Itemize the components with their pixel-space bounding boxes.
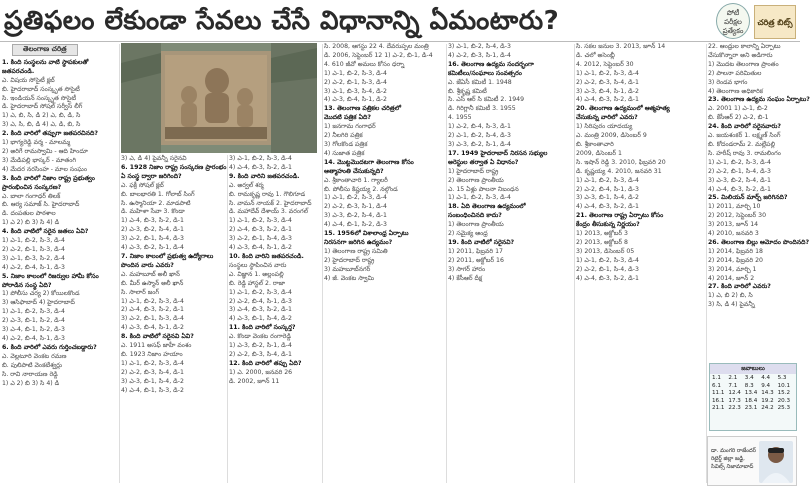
author-title: రిటైర్డ్ జిల్లా జడ్జి, [711, 456, 745, 462]
question-text: 1. కింది సంస్థలను వాటి స్థాపకులతో [2, 58, 89, 66]
option-text: 1) ఎ-3, బి-2, సి-1, డి-4 [229, 342, 292, 350]
option-text: 3) రెండవ భాగం [708, 78, 748, 86]
answer-cell: 17.3 [728, 397, 741, 404]
author-place: సివిల్స్ నిజామాబాద్ [711, 464, 754, 470]
option-text: ఎ. అర్వల్ శర్మ [229, 181, 264, 189]
option-text: బి. రెడ్డి హాస్టల్ 2. రాజా [229, 279, 286, 287]
question-text: 20. తెలంగాణ ఉద్యమంలో ఆత్మహత్య [576, 105, 670, 113]
answer-cell: 1.1 [712, 375, 721, 381]
history-bits-label: చరిత్ర బిట్స్ [754, 5, 796, 39]
option-text: 4. 1955 [448, 114, 472, 122]
option-text: సి. 2008, ఆగస్టు 22 4. దేవరుప్పల మంత్రి [324, 43, 429, 50]
option-text: సి. రావి నారాయణ రెడ్డి [2, 370, 58, 378]
badge-line-2: పరీక్షల [724, 18, 742, 26]
option-text: 3) మహబూబ్‌నగర్ [324, 265, 371, 273]
column-3 [229, 155, 321, 483]
question-text: 6. కింది వారిలో ఎవరు గుర్తించబడ్డారు? [2, 343, 97, 351]
option-text: 2) ఎ-4, బి-3, సి-2, డి-1 [121, 306, 184, 314]
column-5 [448, 43, 572, 483]
option-text: 1) సిరిపురం యాదయ్య [576, 123, 633, 131]
answer-key-box [709, 363, 797, 431]
option-text: 2) ఎ-2, బి-3, సి-4, డి-1 [121, 368, 184, 376]
answer-cell: 5.3 [777, 375, 787, 381]
badge-line-3: ప్రత్యేకం [722, 27, 744, 35]
column-divider [574, 44, 575, 483]
option-text: బి. మీర్ ఉస్మాన్ అలీ ఖాన్ [121, 279, 184, 287]
option-text: డి. కృష్ణయ్య 4. 2010, జనవరి 31 [576, 167, 662, 175]
exam-special-badge [716, 3, 750, 39]
answer-cell: 7.1 [728, 382, 738, 389]
option-text: 3) 2013, జూన్ 14 [708, 221, 759, 229]
question-text: ఏ సంస్థ ద్వారా జరిగింది? [121, 172, 182, 180]
option-text: 1) తెలంగాణ ప్రాంతీయ [448, 221, 504, 229]
option-text: సి. ఇషాన్ రెడ్డి 3. 2010, ఫిబ్రవరి 20 [576, 158, 666, 166]
question-text: 12. కింది వారిలో తప్పు ఏది? [229, 359, 302, 367]
option-text: 1) తెలంగాణ రాష్ట్ర సమితి [324, 247, 388, 255]
answer-key-grid [710, 374, 796, 414]
question-text: జతపరచండి. [2, 67, 35, 75]
headline: ప్రతిఫలం లేకుండా సేవలు చేసే విధానాన్ని ఏమంటారు? [4, 6, 560, 36]
option-text: చేసుకొన్నారా అని అడిగారు [708, 51, 773, 59]
option-text: 3) ఎ-1, బి-3, సి-2, డి-4 [2, 254, 65, 262]
option-text: 4) ఎ-2, బి-4, సి-1, డి-3 [2, 263, 65, 271]
column-divider [706, 44, 707, 483]
option-text: 4) ఎ-4, బి-3, సి-2, డి-1 [576, 96, 639, 104]
column-divider [322, 44, 323, 483]
option-text: 2) ఎ-2, బి-1, సి-4, డి-3 [708, 167, 771, 175]
option-text: 4) సుజాత పత్రిక [324, 149, 365, 157]
option-text: 2) అరిగే రామస్వామి - ఆది హిందూ [2, 147, 88, 155]
column-7 [708, 43, 810, 359]
option-text: డి. 2006, సెప్టెంబర్ 12 1) ఎ-2, బి-1, డి-4 [324, 51, 433, 59]
option-text: 2) హైదరాబాద్ రాష్ట్ర [324, 256, 375, 264]
option-text: 3) సి, డి 4) పైవన్నీ [708, 301, 755, 309]
option-text: 4) 2014, జూన్ 2 [708, 274, 755, 282]
option-text: 4) ఎ-4, బి-3, సి-2, డి-1 [576, 203, 639, 211]
question-text: 7. నిజాం కాలంలో ప్రభుత్వ ఉద్యోగాలు [121, 252, 214, 260]
option-text: సి. సకల జనుల 3. 2013, జూన్ 14 [576, 43, 666, 50]
option-text: ఎ. మంత్రి 2009, డిసెంబర్ 9 [576, 132, 647, 140]
option-text: సి. హరీష్ రావు 3. రామలింగం [708, 149, 781, 157]
option-text: 2) ఎ-2, బి-4, సి-1, డి-3 [576, 185, 639, 193]
answer-cell: 18.4 [744, 397, 758, 404]
question-text: 27. కింది వారిలో ఎవరు? [708, 283, 771, 291]
option-text: సి. ఇండియన్ సంస్కృత సొసైటీ [2, 94, 77, 102]
option-text: ఎ. శ్రీకాంతాచారి 1. గ్యాలరీ [324, 176, 388, 184]
option-text: 4) ఎ-4, బి-3, సి-2, డి-1 [576, 274, 639, 282]
temple-sculpture-image [121, 43, 317, 153]
option-text: బి. శ్రీకాంతాచారి [576, 140, 614, 148]
column-divider [227, 155, 228, 483]
option-text: 1) ఎ-1, బి-2, సి-3, డి-4 [576, 176, 639, 184]
option-text: 4) జీ. వెంకట స్వామి [324, 274, 375, 282]
answer-cell: 6.1 [712, 382, 721, 389]
option-text: ఎ. విషయ సోసైటీ క్లబ్ [2, 76, 55, 84]
option-text: 3) ఎ-1, బి-3, సి-4, డి-2 [324, 87, 387, 95]
option-text: బి. హైదరాబాద్ సంస్కృత సొసైటీ [2, 85, 80, 93]
option-text: 2) 2012, సెప్టెంబర్ 30 [708, 212, 767, 220]
option-text: 3) ఎ, సి, బి, డి 4) ఎ, డి, బి, సి [2, 121, 81, 129]
answer-cell: 11.1 [712, 390, 725, 396]
option-text: డి. హైదరాబాద్ సోషల్ సర్వీస్ లీగ్ [2, 103, 83, 111]
question-text: 17. 1949 హైదరాబాద్ నిరసన సభ్యుల [448, 149, 548, 157]
option-text: 2009, డిసెంబర్ 1 [576, 149, 622, 157]
option-text: బి. రామకృష్ణ రావు 1. గౌలిగూడ [229, 190, 306, 198]
option-text: 1) 2011, మార్చి 10 [708, 203, 761, 211]
answer-cell: 9.4 [761, 382, 771, 389]
question-text: 23. తెలంగాణ ఉద్యమ సంఘం ఏర్పాటు? [708, 96, 810, 104]
option-text: 1) ఎ-1, బి-2, సి-3, డి-4 [229, 217, 292, 225]
option-text: 2) ఎ-2, బి-1, సి-3, డి-4 [2, 245, 65, 253]
column-divider [119, 44, 120, 483]
question-text: పోరాడిన సంస్థ ఏది? [2, 281, 52, 289]
option-text: 2) ఎ-2, బి-3, సి-4, డి-1 [576, 78, 639, 86]
option-text: 1) 2013, అక్టోబర్ 3 [576, 230, 628, 238]
option-text: 3) మేడిపల్లి భాస్కర్ - మాతంగి [2, 156, 76, 164]
option-text: 3) ఎ-1, బి-2, సి-4, డి-3 [448, 43, 511, 50]
question-text: అరెస్టుల తర్వాత ఏ విధానం? [448, 158, 519, 166]
option-text: 4) ఎ-3, బి-4, సి-1, డి-2 [324, 96, 387, 104]
question-text: పొందిన వారు ఎవరు? [121, 261, 174, 269]
option-text: 2) ఎ-2, బి-4, సి-1, డి-3 [229, 297, 292, 305]
option-text: 3) ఎ-4, బి-1, సి-2, డి-3 [2, 326, 65, 334]
option-text: 3) ఎ, డి 4) పైవన్నీ సరైనవి [121, 155, 187, 162]
person-icon [759, 441, 793, 483]
author-card [707, 436, 797, 486]
option-text: 1) ఎ-1, బి-2, సి-3, డి-4 [2, 308, 65, 316]
option-text: 1) ఎ, బి 2) బి, సి [708, 292, 753, 300]
question-text: 8. కింది వాటిలో సరైనవి ఏవి? [121, 333, 194, 341]
option-text: 3) ఎ-2, బి-1, సి-4, డి-3 [229, 235, 292, 243]
question-text: 11. కింది వారిలో సంస్కర్త? [229, 324, 296, 332]
answer-cell: 3.4 [744, 375, 754, 381]
question-text: కమిటీలు/సంఘాలు సంవత్సరం [448, 69, 522, 77]
option-text: ఎ. 15 ఏళ్లు పాలనా నిబంధన [448, 185, 519, 193]
option-text: 1) 2014, ఫిబ్రవరి 18 [708, 247, 763, 255]
option-text: 2) తెలంగాణ ప్రాంతీయ [448, 176, 504, 184]
question-text: నిరసనగా జరిగిన ఉద్యమం? [324, 238, 393, 246]
option-text: బి. బాలభారతి 1. గోలాబ్ సింగ్ [121, 190, 195, 198]
question-text: 14. మొట్టమొదటగా తెలంగాణ కోసం [324, 158, 414, 166]
option-text: 3) ఎ-3, బి-4, సి-1, డి-2 [576, 87, 639, 95]
question-text: 19. కింది వాటిలో సరైనవి? [448, 238, 515, 246]
question-text: మొదటి పత్రిక ఏది? [324, 114, 371, 122]
option-text: 1) జనగామ గంగాధర్ [324, 123, 376, 131]
option-text: 3) ఎ-3, బి-2, సి-4, డి-1 [324, 212, 387, 220]
option-text: 4) ఎ-3, బి-1, సి-4, డి-2 [229, 315, 292, 323]
answer-cell: 22.3 [728, 405, 741, 411]
option-text: 3) ఆసిఫాబాద్ 4) హైదరాబాద్ [2, 299, 75, 307]
option-text: 1) ఎ-1, బి-2, సి-3, డి-4 [576, 69, 639, 77]
option-text: డి. దంపతుల పాఠశాల [2, 210, 56, 218]
option-text: 3) 2014, మార్చి 1 [708, 265, 757, 273]
badge-line-1: పోటీ [726, 9, 740, 17]
answer-cell: 16.1 [712, 397, 725, 404]
option-text: ఎ. కొండా వెంకట రంగారెడ్డి [229, 333, 291, 341]
question-text: 2. కింది వారిలో తప్పుగా జతపరచినది? [2, 130, 98, 138]
option-text: 1) ఎ-1, బి-2, సి-3, డి-4 [121, 297, 184, 305]
question-text: 18. ఏది తెలంగాణ ఉద్యమంలో [448, 203, 526, 211]
option-text: 3) సాగర్ హారం [448, 265, 486, 273]
option-text: సి. వామన్ నాయక్ 2. హైదరాబాద్ [229, 199, 312, 207]
option-text: 4) ఎ-4, బి-3, సి-2, డి-1 [229, 163, 292, 171]
option-text: సి. సాలార్ జంగ్ [121, 288, 160, 296]
column-divider [446, 44, 447, 483]
question-text: ప్రారంభించిన సంస్కరణ? [2, 183, 62, 191]
option-text: 3) ఎ-3, బి-1, సి-4, డి-2 [121, 377, 184, 385]
option-text: 4) ఎ-3, బి-2, సి-1, డి-4 [121, 244, 184, 252]
question-text: 15. 1956లో విశాలాంధ్ర ఏర్పాటు [324, 230, 409, 238]
option-text: 2) 2013, అక్టోబర్ 8 [576, 238, 628, 246]
option-text: 4. 2012, సెప్టెంబర్ 30 [576, 60, 634, 68]
option-text: 3) ఎ-4, బి-3, సి-2, డి-1 [229, 306, 292, 314]
option-text: 4) ఎ-4, బి-3, సి-2, డి-1 [708, 185, 771, 193]
option-text: 3) 2013, డిసెంబర్ 05 [576, 247, 635, 255]
option-text: ఎ. 1911 అసఫ్ జాహీ వంశం [121, 342, 192, 350]
question-text: 25. మిలియన్ మార్చ్ జరిగినది? [708, 194, 788, 202]
question-text: 9. కింది వారిని జతపరచండి. [229, 172, 300, 180]
option-text: 4) ఎ-3, బి-4, సి-1, డి-2 [121, 324, 184, 332]
option-text: బి. ఆర్య సమాజ్ సి. హైదరాబాద్ [2, 201, 80, 209]
option-text: 2) ఎ-2, బి-1, సి-4, డి-3 [576, 265, 639, 273]
option-text: డి. మహాదేవ్ దేశాయ్ 3. వరంగల్ [229, 208, 309, 216]
column-1 [2, 43, 118, 483]
option-text: ఎ. బాలా గంగాధర్ తిలక్ [2, 192, 61, 200]
question-text: 16. తెలంగాణ ఉద్యమ సందర్భంగా [448, 60, 534, 68]
question-text: సంబంధించినది కాదు? [448, 212, 502, 220]
option-text: 1) ఎ. 2000, జనవరి 26 [229, 368, 293, 376]
author-avatar [759, 441, 793, 483]
option-text: 3) గోలకొండ పత్రిక [324, 140, 368, 148]
option-text: 1) ఎ, బి, సి, డి 2) ఎ, బి, డి, సి [2, 112, 81, 120]
question-text: 6. 1928 నిజాం రాష్ట్ర సంస్కరణ ప్రారంభం [121, 163, 227, 171]
option-text: 3) ఎ-3, బి-1, సి-4, డి-2 [576, 194, 639, 202]
option-text: ఎ. 2001 1) ఎ-1, బి-2 [708, 105, 768, 113]
option-text: 2) ఎ-2, బి-3, సి-1, డి-4 [324, 203, 387, 211]
option-text: 4) కేసీఆర్ దీక్ష [448, 274, 483, 282]
option-text: 2) సమైక్య ఆంధ్ర [448, 230, 488, 238]
option-text: 2) ఎ-1, బి-2, సి-4, డి-3 [448, 132, 511, 140]
option-text: 1) భాగ్యరెడ్డి వర్మ - మాలమ్మ [2, 139, 71, 147]
option-text: 1) ఎ-1, బి-2, సి-3, డి-4 [121, 359, 184, 367]
option-text: 4) ఎ-4, బి-1, సి-3, డి-2 [121, 386, 184, 394]
question-text: 21. తెలంగాణ రాష్ట్ర ఏర్పాటు కోసం [576, 212, 664, 220]
answer-cell: 23.1 [744, 405, 758, 411]
option-text: బి. 1923 నిజాం హయాం [121, 350, 183, 358]
column-2 [121, 155, 225, 483]
option-text: 4) ఎ-4, బి-1, సి-2, డి-3 [324, 221, 387, 229]
answer-key-title: జవాబులు [710, 364, 796, 374]
option-text: 2) నీలగిరి పత్రిక [324, 132, 363, 140]
answer-cell: 21.1 [712, 405, 725, 411]
option-text: సి. ఉస్మానియా 2. మాడపాటి [121, 199, 191, 207]
option-text: 3) ఎ-3, బి-2, సి-1, డి-4 [448, 140, 511, 148]
option-text: బి. కేసీఆర్ 2) ఎ-2, బి-1 [708, 114, 769, 122]
question-text: 26. తెలంగాణ బిల్లు ఆమోదం పొందినది? [708, 238, 810, 246]
option-text: ఎ. జేఏసీ కమిటీ 1. 1948 [448, 78, 512, 86]
option-text: బి. పులిపాటి వెంకటేశ్వర్లు [2, 361, 62, 369]
option-text: 2) ఎ-2, బి-3, సి-4, డి-1 [229, 350, 292, 358]
answer-cell: 25.3 [777, 405, 791, 411]
option-text: 2) ఎ-2, బి-1, సి-3, డి-4 [324, 78, 387, 86]
option-text: ఎ. మహబూబ్ అలీ ఖాన్ [121, 270, 180, 278]
header-divider [0, 41, 800, 42]
option-text: 3) ఎ-2, బి-1, సి-3, డి-4 [121, 315, 184, 323]
option-text: 4) 2010, జనవరి 3 [708, 230, 759, 238]
option-text: 2) పాలనా పరిమితుల [708, 69, 762, 77]
option-text: 1) ఎ-1, బి-2, సి-3, డి-4 [324, 69, 387, 77]
option-text: 1) మొదట తెలంగాణ ప్రాంతం [708, 60, 779, 68]
option-text: ఎ. వెల్లటూరి వెంకట రమణ [2, 352, 67, 360]
option-text: 3) ఎ-1, బి-2, సి-3, డి-4 [229, 155, 292, 162]
option-text: 4) ఎ-2, బి-3, సి-1, డి-4 [448, 51, 511, 59]
option-text: ఎ. ఫక్రీ సోషల్ క్లబ్ [121, 181, 164, 189]
answer-cell: 8.3 [744, 382, 754, 389]
option-text: 1) ఎ-1, బి-2, సి-3, డి-4 [2, 237, 65, 245]
answer-cell: 2.1 [728, 375, 738, 381]
option-text: డి. చలో అసెంబ్లీ [576, 51, 615, 59]
question-text: ఆత్మాహుతి చేసుకున్నది? [324, 167, 384, 175]
option-text: 4. 610 జీవో అమలు కోసం ధర్నా [324, 60, 405, 68]
question-text: కేంద్రం తీసుకున్న నిర్ణయం? [576, 221, 640, 229]
option-text: 1) ఎ-4, బి-3, సి-2, డి-1 [121, 217, 184, 225]
option-text: 4) మేదర నరసింహ - మాల సంఘం [2, 165, 87, 173]
question-text: 10. కింది వారిని జతపరచండి. [229, 252, 304, 260]
answer-cell: 4.4 [761, 375, 771, 381]
option-text: 4) ఎ-3, బి-4, సి-1, డి-2 [229, 244, 292, 252]
column-6 [576, 43, 704, 483]
answer-cell: 13.4 [744, 390, 758, 396]
sculpture-illustration [121, 43, 317, 153]
option-text: సి. ఎస్ ఆర్ సి కమిటీ 2. 1949 [448, 96, 525, 104]
answer-cell: 24.2 [761, 405, 774, 411]
option-text: 1) ఎ-1, బి-2, సి-3, డి-4 [708, 158, 771, 166]
option-text: 2) 2011, అక్టోబర్ 16 [448, 256, 504, 264]
question-text: 4. కింది వాటిలో సరైన జతలు ఏవి? [2, 228, 89, 236]
option-text: బి. పోలీసు కిష్టయ్య 2. నల్గొండ [324, 185, 398, 193]
option-text: ఎ. విజ్ఞాన 1. అల్లంపల్లి [229, 270, 284, 278]
option-text: 1) ఎ-1, బి-2, సి-3, డి-4 [324, 194, 387, 202]
question-text: 5. నిజాం కాలంలో రిజర్వుల హామీ కోసం [2, 272, 99, 280]
option-text: బి. కోదండరామ్ 2. మల్లేపల్లి [708, 140, 775, 148]
question-text: 3. కింది వారిలో నిజాం రాష్ట్ర ప్రభుత్వం [2, 174, 95, 182]
option-text: 1) ఎ-1, బి-2, సి-3, డి-4 [448, 194, 511, 202]
option-text: 1) హైదరాబాద్ రాష్ట్ర [448, 167, 499, 175]
option-text: 3) ఎ-2, బి-1, సి-4, డి-3 [121, 235, 184, 243]
answer-cell: 12.4 [728, 390, 741, 396]
section-tag-telangana-history: తెలంగాణ చరిత్ర [12, 44, 78, 56]
option-text: బి. శ్రీకృష్ణ కమిటీ [448, 87, 487, 95]
option-text: 2) ఎ-4, బి-3, సి-2, డి-1 [229, 226, 292, 234]
column-4 [324, 43, 444, 483]
option-text: డి. 2002, జూన్ 11 [229, 377, 280, 385]
option-text: 4) తెలంగాణ అధికారిక [708, 87, 764, 95]
answer-cell: 10.1 [777, 382, 791, 389]
option-text: 1) ఎ-1, బి-2, సి-3, డి-4 [576, 256, 639, 264]
option-text: 1) పోలీసు చర్య 2) కోయిలకొండ [2, 290, 80, 298]
answer-cell: 19.2 [761, 397, 774, 404]
option-text: 2) ఎ-3, బి-2, సి-4, డి-1 [121, 226, 184, 234]
option-text: 1) ఎ 2) బి 3) సి 4) డి [2, 219, 60, 227]
option-text: ఎ. జయశంకర్ 1. లక్ష్మణ్ సింగ్ [708, 132, 781, 140]
option-text: 1) 2011, ఫిబ్రవరి 17 [448, 247, 503, 255]
option-text: సంస్థలు స్థాపించిన వారు [229, 261, 287, 269]
question-text: చేసుకున్న వారిలో ఎవరు? [576, 114, 638, 122]
option-text: 1) ఎ-1, బి-2, సి-3, డి-4 [229, 288, 292, 296]
option-text: 4) ఎ-2, బి-4, సి-1, డి-3 [2, 335, 65, 342]
author-text [711, 447, 759, 471]
answer-cell: 15.2 [777, 390, 791, 396]
option-text: డి. గిరిగ్లానీ కమిటీ 3. 1955 [448, 105, 516, 113]
option-text: డి. మహిళా సేవా 3. కొండా [121, 208, 185, 216]
question-text: 13. తెలంగాణ పత్రికల చరిత్రలో [324, 105, 401, 113]
option-text: 2) 2014, ఫిబ్రవరి 20 [708, 256, 763, 264]
option-text: 3) ఎ-3, బి-2, సి-4, డి-1 [708, 176, 771, 184]
answer-cell: 14.3 [761, 390, 774, 396]
option-text: 1) ఎ-2, బి-4, సి-3, డి-1 [448, 123, 511, 131]
option-text: 2) ఎ-3, బి-1, సి-2, డి-4 [2, 317, 65, 325]
question-text: 24. కింది వారిలో సరైనవారు? [708, 123, 781, 131]
option-text: 22. ఆంధ్రుల కాలాన్ని ఏర్పాటు [708, 43, 781, 50]
option-text: 1) ఎ 2) బి 3) సి 4) డి [2, 379, 60, 387]
answer-cell: 20.3 [777, 397, 791, 404]
author-name: డా. మంగరి రాజేందర్ [711, 448, 757, 454]
